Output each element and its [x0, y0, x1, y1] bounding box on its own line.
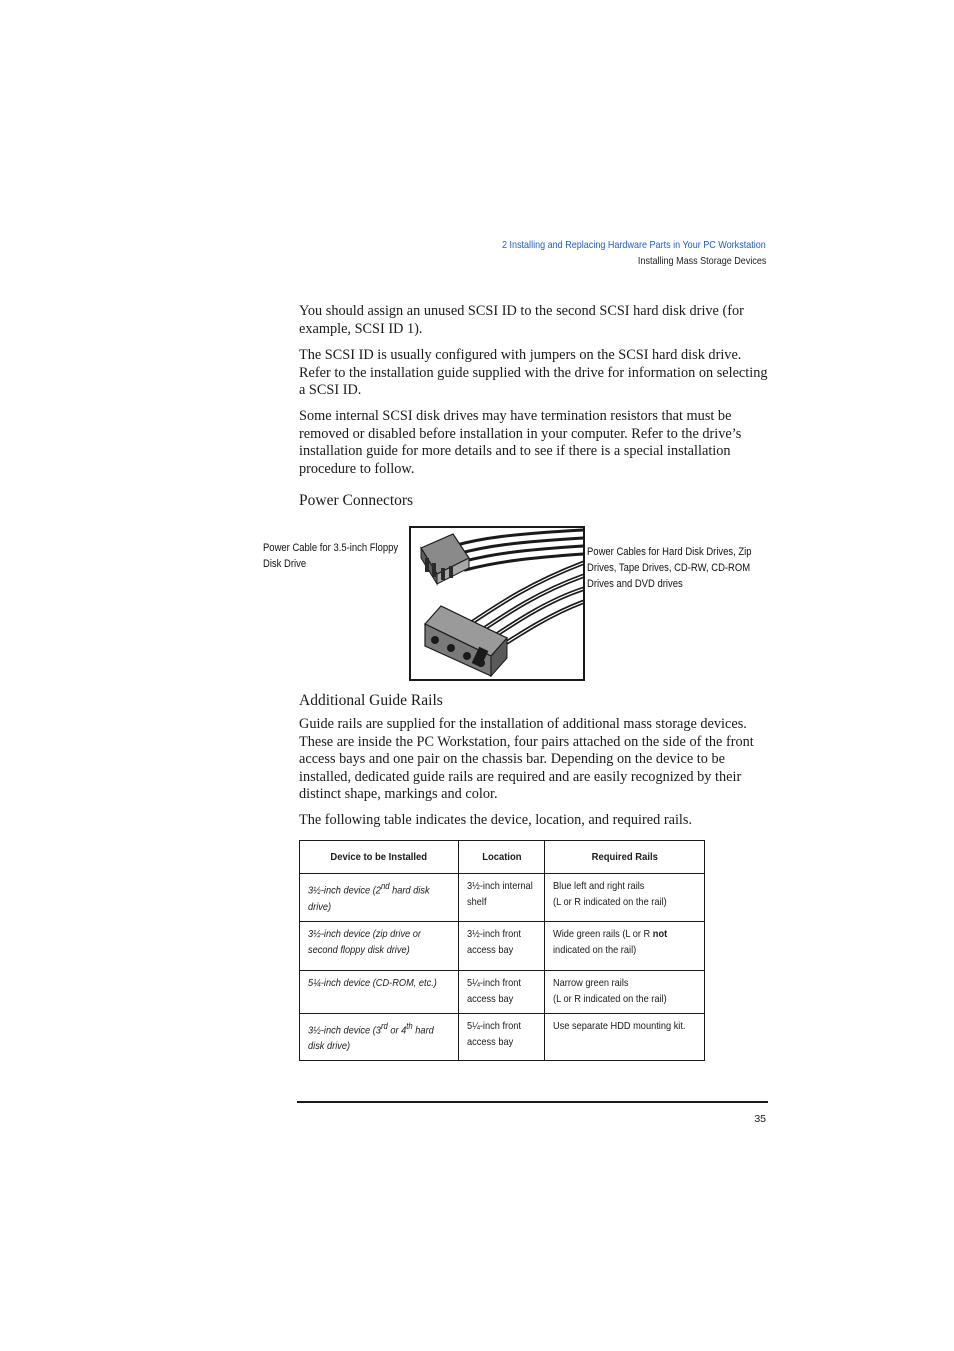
- page-number: 35: [754, 1113, 766, 1125]
- location-cell: 5¼-inch front access bay: [458, 970, 545, 1013]
- rails-cell: Narrow green rails (L or R indicated on the rail): [545, 970, 705, 1013]
- location-cell: 3½-inch internal shelf: [458, 874, 545, 922]
- power-cables-illustration: [411, 528, 583, 679]
- device-cell: 5¼-inch device (CD-ROM, etc.): [300, 970, 459, 1013]
- table-row: [300, 970, 705, 1013]
- device-cell: 3½-inch device (zip drive or second floppy disk drive): [300, 921, 459, 970]
- column-header-location: Location: [458, 841, 545, 874]
- table-row: [300, 1013, 705, 1061]
- table-intro-paragraph: The following table indicates the device, location, and required rails.: [299, 812, 693, 828]
- device-cell: 3½-inch device (3rd or 4th hard disk drive): [300, 1013, 459, 1061]
- column-header-device: Device to be Installed: [300, 841, 459, 874]
- column-header-rails: Required Rails: [545, 841, 705, 874]
- location-cell: 3½-inch front access bay: [458, 921, 545, 970]
- guide-rails-table: [299, 840, 705, 1061]
- guide-rails-heading: Additional Guide Rails: [299, 692, 443, 709]
- rails-cell: Wide green rails (L or R not indicated on the rail): [545, 921, 705, 970]
- power-connectors-heading: Power Connectors: [299, 492, 414, 509]
- running-header-chapter: 2 Installing and Replacing Hardware Parts in Your PC Workstation: [502, 239, 766, 251]
- running-header-section: Installing Mass Storage Devices: [637, 255, 766, 267]
- floppy-cable-caption: Power Cable for 3.5-inch Floppy Disk Drive: [263, 542, 399, 570]
- table-header-row: [300, 841, 705, 874]
- intro-paragraph-2: The SCSI ID is usually configured with jumpers on the SCSI hard disk drive. Refer to the installation guide supplied with the drive for information on selecting a SCSI ID.: [299, 347, 768, 399]
- rails-cell: Use separate HDD mounting kit.: [545, 1013, 705, 1061]
- intro-paragraph-3: Some internal SCSI disk drives may have termination resistors that must be removed or disabled before installation in your computer. Refer to the drive’s installation guide for more details and to see if there is a special installation procedure to follow.: [299, 408, 742, 477]
- power-connectors-figure: [409, 526, 585, 681]
- table-row: [300, 921, 705, 970]
- drive-cable-caption: Power Cables for Hard Disk Drives, Zip Drives, Tape Drives, CD-RW, CD-ROM Drives and DVD drives: [587, 546, 752, 590]
- guide-rails-paragraph: Guide rails are supplied for the installation of additional mass storage devices. These are inside the PC Workstation, four pairs attached on the side of the front access bays and one pair on the chassis bar. Depending on the device to be installed, dedicated guide rails are required and are easily recognized by their distinct shape, markings and color.: [299, 716, 754, 803]
- device-cell: 3½-inch device (2nd hard disk drive): [300, 874, 459, 922]
- intro-paragraph-1: You should assign an unused SCSI ID to the second SCSI hard disk drive (for example, SCSI ID 1).: [299, 303, 744, 337]
- table-row: [300, 874, 705, 922]
- footer-rule: [297, 1101, 768, 1103]
- location-cell: 5¼-inch front access bay: [458, 1013, 545, 1061]
- rails-cell: Blue left and right rails (L or R indicated on the rail): [545, 874, 705, 922]
